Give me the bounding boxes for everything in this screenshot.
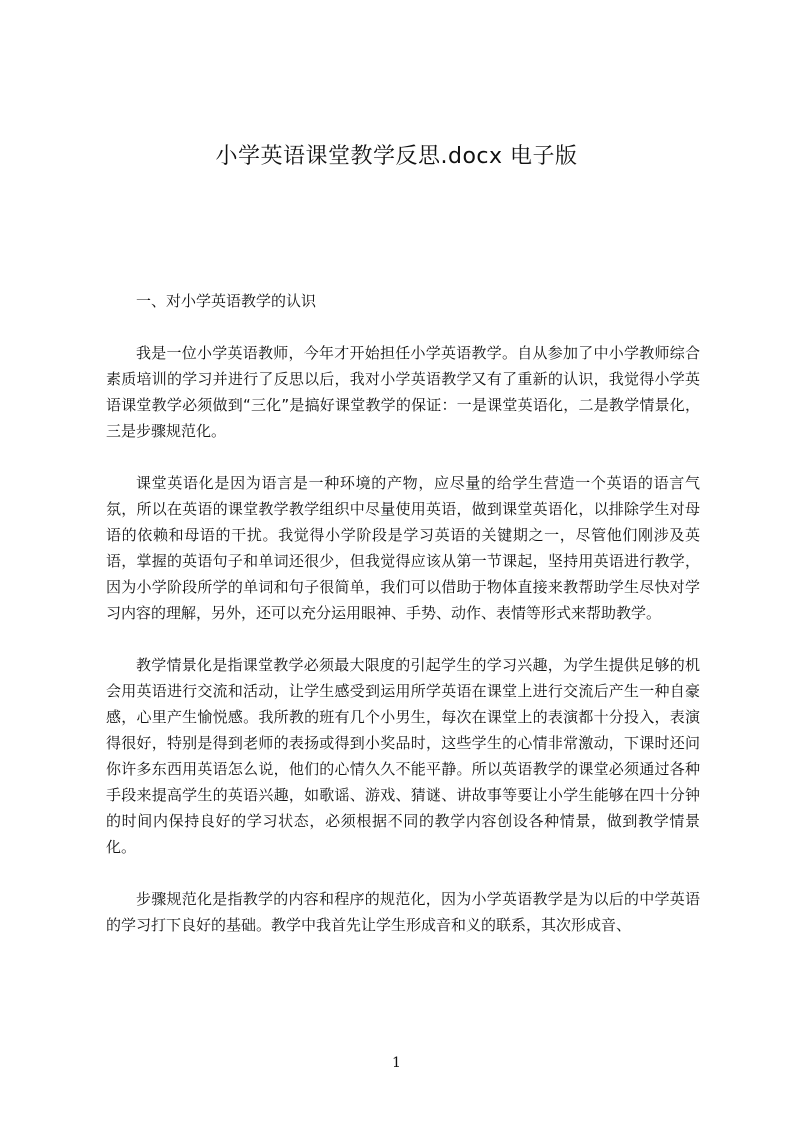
paragraph-3: 教学情景化是指课堂教学必须最大限度的引起学生的学习兴趣，为学生提供足够的机会用英语进行交流和活动，让学生感受到运用所学英语在课堂上进行交流后产生一种自豪感，心里产生愉悦感。我所教的班有几个小男生，每次在课堂上的表演都十分投入，表演得很好，特别是得到老师的表扬或得到小奖品时，这些学生的心情非常激动，下课时还问你许多东西用英语怎么说，他们的心情久久不能平静。所以英语教学的课堂必须通过各种手段来提高学生的英语兴趣，如歌谣、游戏、猜谜、讲故事等要让小学生能够在四十分钟的时间内保持良好的学习状态，必须根据不同的教学内容创设各种情景，做到教学情景化。 bbox=[106, 656, 700, 856]
page-number: 1 bbox=[392, 1055, 401, 1071]
paragraph-1: 我是一位小学英语教师，今年才开始担任小学英语教学。自从参加了中小学教师综合素质培训的学习并进行了反思以后，我对小学英语教学又有了重新的认识，我觉得小学英语课堂教学必须做到“三化”是搞好课堂教学的保证：一是课堂英语化，二是教学情景化，三是步骤规范化。 bbox=[106, 344, 700, 440]
document-body bbox=[106, 288, 700, 938]
paragraph-4: 步骤规范化是指教学的内容和程序的规范化，因为小学英语教学是为以后的中学英语的学习打下良好的基础。教学中我首先让学生形成音和义的联系，其次形成音、 bbox=[106, 890, 700, 934]
document-title: 小学英语课堂教学反思.docx 电子版 bbox=[215, 144, 578, 169]
section-heading: 一、对小学英语教学的认识 bbox=[136, 292, 317, 310]
paragraph-2: 课堂英语化是因为语言是一种环境的产物，应尽量的给学生营造一个英语的语言气氛，所以在英语的课堂教学教学组织中尽量使用英语，做到课堂英语化，以排除学生对母语的依赖和母语的干扰。我觉得小学阶段是学习英语的关键期之一，尽管他们刚涉及英语，掌握的英语句子和单词还很少，但我觉得应该从第一节课起，坚持用英语进行教学，因为小学阶段所学的单词和句子很简单，我们可以借助于物体直接来教帮助学生尽快对学习内容的理解，另外，还可以充分运用眼神、手势、动作、表情等形式来帮助教学。 bbox=[106, 474, 700, 622]
